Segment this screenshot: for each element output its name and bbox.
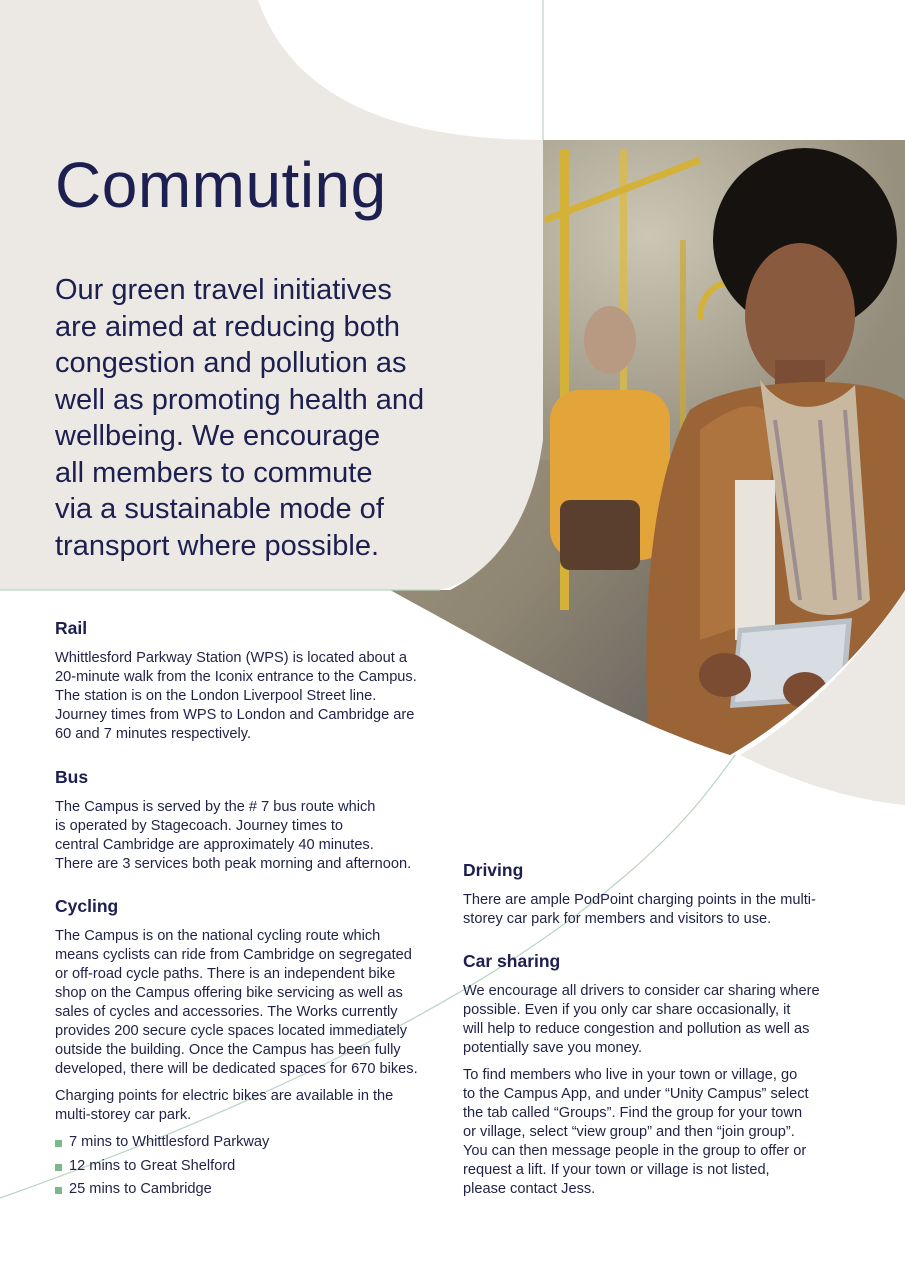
car-sharing-instructions: To find members who live in your town or village, go to the Campus App, and under “Unity Campus” select the tab called “Groups”. Find the group for your town or village, select “view group” and then “join group”. You can then message people in the group to offer or request a lift. If your town or village is not listed, please contact Jess.: [463, 1067, 809, 1197]
cycling-times-list: [55, 1133, 450, 1199]
car-sharing-heading: Car sharing: [463, 951, 561, 971]
bus-text: The Campus is served by the # 7 bus route which is operated by Stagecoach. Journey times to central Cambridge are approximately 40 minutes. There are 3 services both peak morning and afternoon.: [55, 799, 412, 872]
driving-heading: Driving: [463, 860, 524, 880]
intro-paragraph: Our green travel initiatives are aimed at reducing both congestion and pollution as well as promoting health and wellbeing. We encourage all members to commute via a sustainable mode of transport where possible.: [55, 274, 425, 562]
car-sharing-section: [463, 951, 863, 1207]
list-item: 7 mins to Whittlesford Parkway: [55, 1133, 450, 1152]
bus-heading: Bus: [55, 767, 89, 787]
list-item: 25 mins to Cambridge: [55, 1180, 450, 1199]
cycling-heading: Cycling: [55, 896, 119, 916]
rail-heading: Rail: [55, 618, 88, 638]
page-title: Commuting: [55, 149, 387, 221]
list-item: 12 mins to Great Shelford: [55, 1157, 450, 1176]
rail-text: Whittlesford Parkway Station (WPS) is located about a 20-minute walk from the Iconix entrance to the Campus. The station is on the London Liverpool Street line. Journey times from WPS to London and Cambridge are 60 and 7 minutes respectively.: [55, 650, 417, 742]
rail-section: [55, 618, 450, 752]
bus-section: [55, 767, 450, 882]
cycling-charging-text: Charging points for electric bikes are available in the multi-storey car park.: [55, 1088, 394, 1123]
cycling-text: The Campus is on the national cycling route which means cyclists can ride from Cambridge on segregated or off-road cycle paths. There is an independent bike shop on the Campus offering bike servicing as well as sales of cycles and accessories. The Works currently provides 200 secure cycle spaces located immediately outside the building. Once the Campus has been fully developed, there will be dedicated spaces for 670 bikes.: [55, 928, 418, 1077]
cycling-section: [55, 896, 450, 1204]
car-sharing-text: We encourage all drivers to consider car sharing where possible. Even if you only car share occasionally, it will help to reduce congestion and pollution as well as potentially save you money.: [463, 983, 820, 1056]
driving-section: [463, 860, 863, 937]
driving-text: There are ample PodPoint charging points in the multi- storey car park for members and visitors to use.: [463, 892, 816, 927]
